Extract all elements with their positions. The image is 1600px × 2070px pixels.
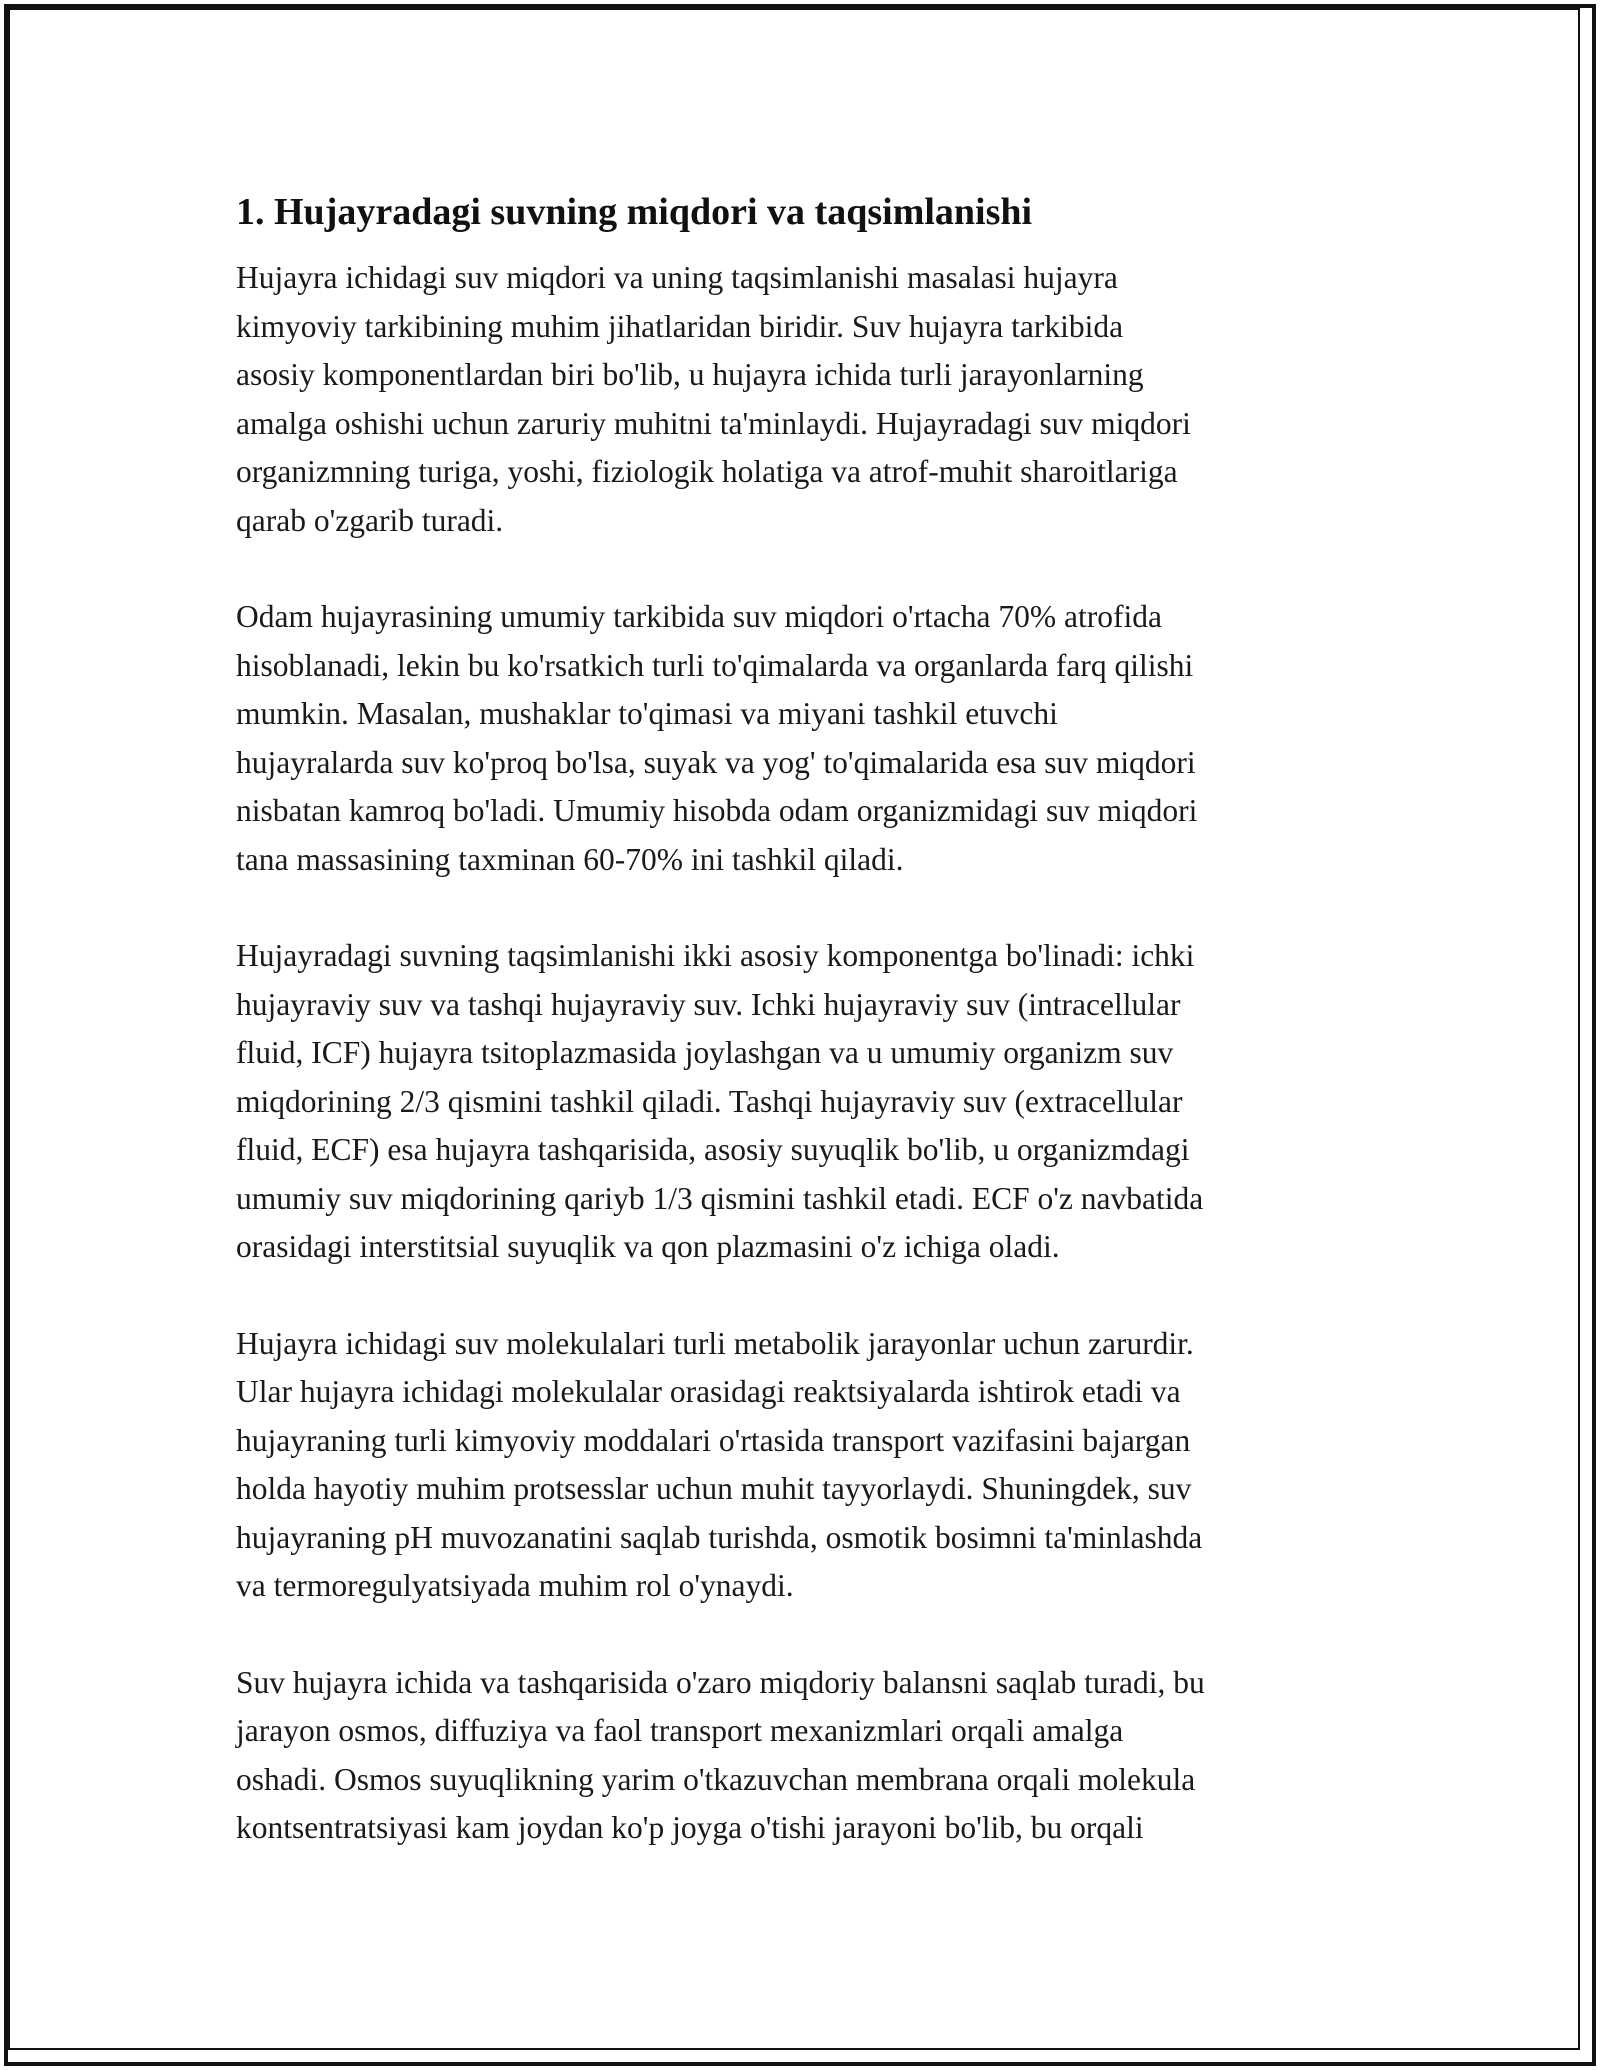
text-line: umumiy suv miqdorining qariyb 1/3 qismini tashkil etadi. ECF o'z navbatida [236,1180,1204,1216]
text-line: hisoblanadi, lekin bu ko'rsatkich turli to'qimalarda va organlarda farq qilishi [236,647,1194,683]
paragraph [236,254,1376,545]
text-line: Suv hujayra ichida va tashqarisida o'zaro miqdoriy balansni saqlab turadi, bu [236,1664,1205,1700]
text-line: Hujayra ichidagi suv miqdori va uning taqsimlanishi masalasi hujayra [236,260,1118,295]
text-line: kimyoviy tarkibining muhim jihatlaridan biridir. Suv hujayra tarkibida [236,308,1124,344]
paragraph-list [236,254,1376,1853]
text-line: Odam hujayrasining umumiy tarkibida suv miqdori o'rtacha 70% atrofida [236,599,1162,634]
paragraph [236,593,1376,884]
paragraph [236,1320,1376,1611]
text-line: miqdorining 2/3 qismini tashkil qiladi. Tashqi hujayraviy suv (extracellular [236,1083,1183,1119]
text-line: asosiy komponentlardan biri bo'lib, u hujayra ichida turli jarayonlarning [236,357,1144,392]
text-line: hujayraning turli kimyoviy moddalari o'rtasida transport vazifasini bajargan [236,1422,1191,1458]
text-line: hujayralarda suv ko'proq bo'lsa, suyak va yog' to'qimalarida esa suv miqdori [236,744,1196,780]
text-line: hujayraviy suv va tashqi hujayraviy suv. Ichki hujayraviy suv (intracellular [236,986,1181,1022]
text-line: va termoregulyatsiyada muhim rol o'ynaydi. [236,1568,794,1603]
text-line: oshadi. Osmos suyuqlikning yarim o'tkazuvchan membrana orqali molekula [236,1761,1196,1797]
text-line: mumkin. Masalan, mushaklar to'qimasi va miyani tashkil etuvchi [236,696,1058,731]
paragraph [236,1659,1376,1853]
text-line: Ular hujayra ichidagi molekulalar orasidagi reaktsiyalarda ishtirok etadi va [236,1374,1181,1409]
text-line: tana massasining taxminan 60-70% ini tashkil qiladi. [236,841,904,877]
text-line: organizmning turiga, yoshi, fiziologik holatiga va atrof-muhit sharoitlariga [236,454,1178,489]
text-line: orasidagi interstitsial suyuqlik va qon plazmasini o'z ichiga oladi. [236,1229,1060,1264]
text-line: amalga oshishi uchun zaruriy muhitni ta'minlaydi. Hujayradagi suv miqdori [236,405,1191,441]
text-line: Hujayradagi suvning taqsimlanishi ikki asosiy komponentga bo'linadi: ichki [236,938,1195,973]
text-line: jarayon osmos, diffuziya va faol transport mexanizmlari orqali amalga [236,1713,1124,1748]
text-line: hujayraning pH muvozanatini saqlab turishda, osmotik bosimni ta'minlashda [236,1519,1203,1555]
text-line: fluid, ECF) esa hujayra tashqarisida, asosiy suyuqlik bo'lib, u organizmdagi [236,1132,1190,1167]
text-line: nisbatan kamroq bo'ladi. Umumiy hisobda odam organizmidagi suv miqdori [236,793,1198,828]
text-line: fluid, ICF) hujayra tsitoplazmasida joylashgan va u umumiy organizm suv [236,1035,1174,1070]
text-line: kontsentratsiyasi kam joydan ko'p joyga o'tishi jarayoni bo'lib, bu orqali [236,1810,1144,1845]
text-line: Hujayra ichidagi suv molekulalari turli metabolik jarayonlar uchun zarurdir. [236,1325,1194,1361]
section-heading: 1. Hujayradagi suvning miqdori va taqsimlanishi [236,191,1033,233]
document-body [236,186,1376,1901]
text-line: holda hayotiy muhim protsesslar uchun muhit tayyorlaydi. Shuningdek, suv [236,1471,1192,1506]
paragraph [236,932,1376,1272]
text-line: qarab o'zgarib turadi. [236,502,504,538]
